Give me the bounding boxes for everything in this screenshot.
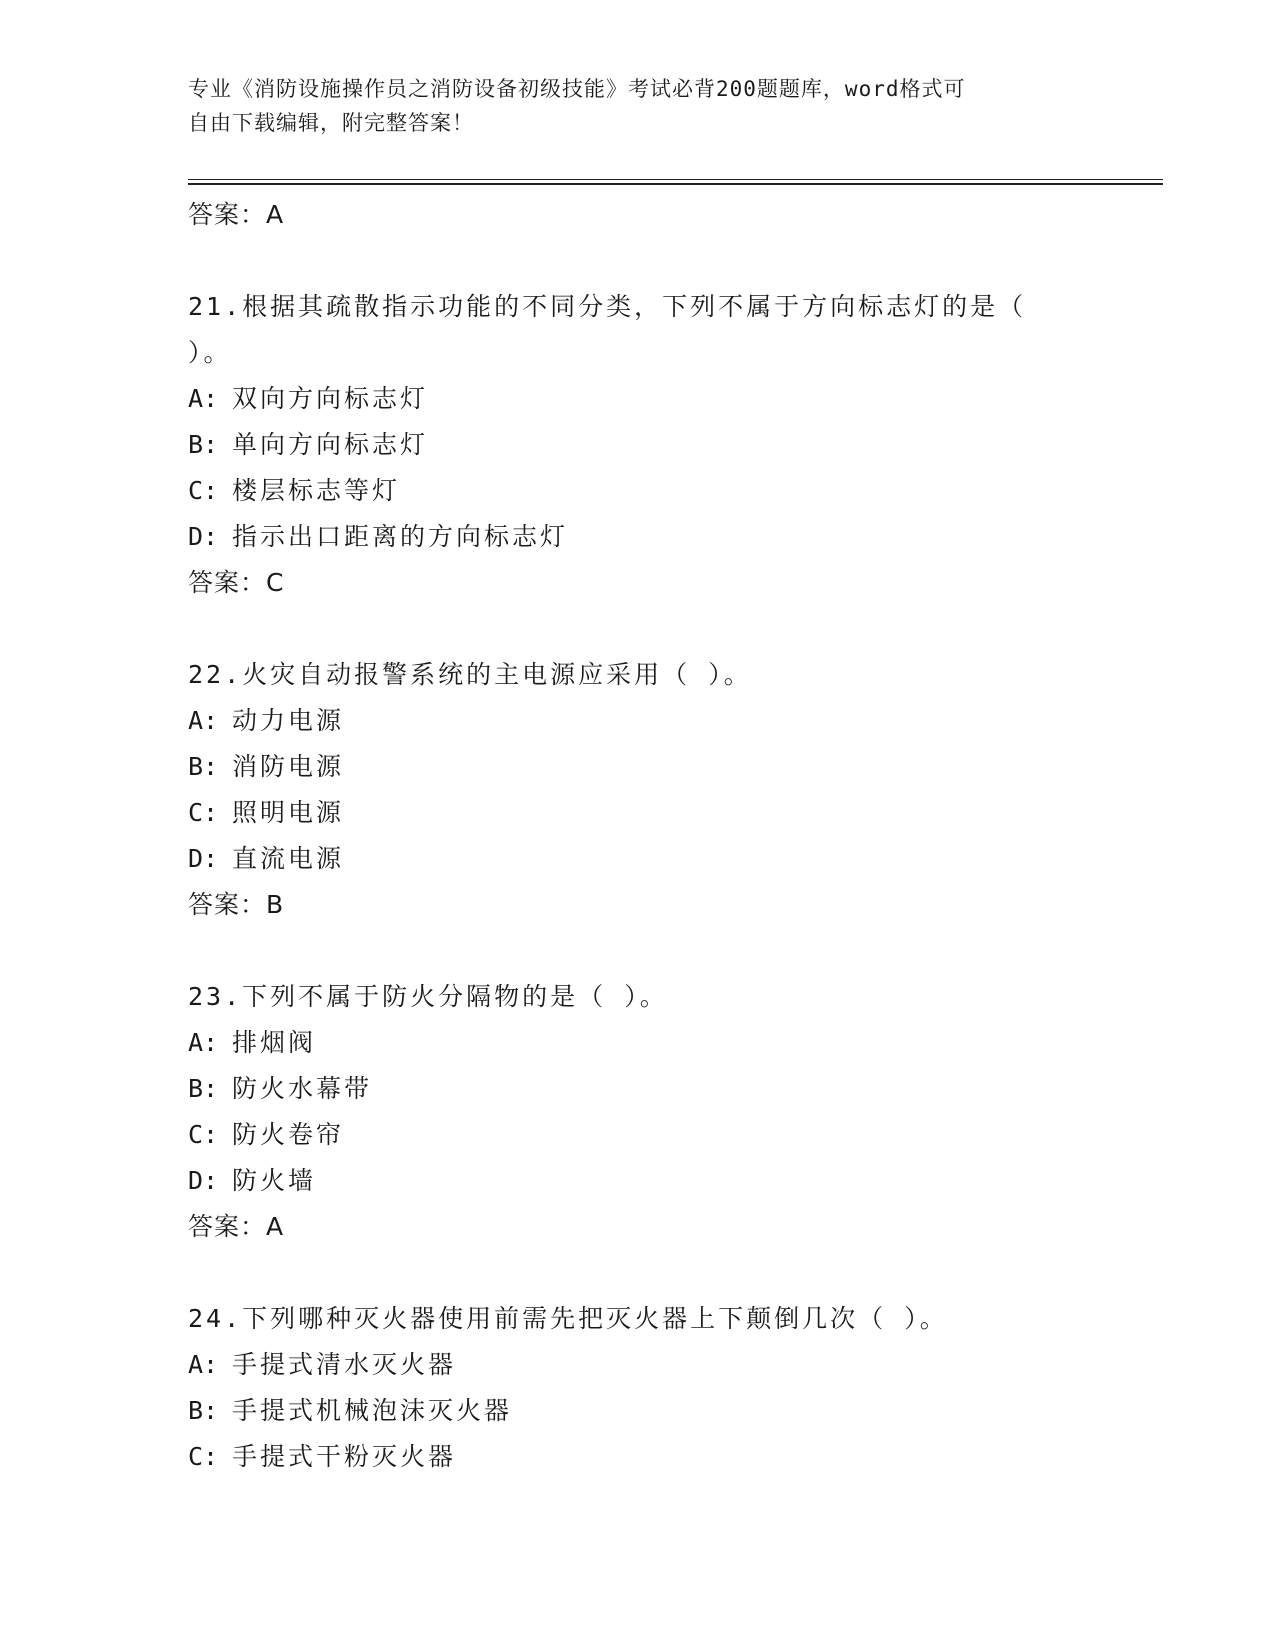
answer-line: 答案：C	[188, 568, 285, 597]
option-text: 防火水幕带	[232, 1074, 373, 1103]
option-d	[188, 1158, 1068, 1204]
header-line-2: 自由下载编辑，附完整答案！	[188, 111, 474, 135]
header-line-1: 专业《消防设施操作员之消防设备初级技能》考试必背200题题库，word格式可	[188, 77, 966, 101]
option-letter: D:	[188, 522, 219, 551]
option-d	[188, 836, 1068, 882]
question-block	[188, 974, 1068, 1250]
option-text: 手提式干粉灭火器	[232, 1442, 457, 1471]
option-letter: C:	[188, 1442, 219, 1471]
option-letter: D:	[188, 844, 219, 873]
option-letter: B:	[188, 1396, 219, 1425]
option-a	[188, 1020, 1068, 1066]
option-letter: B:	[188, 430, 219, 459]
option-text: 动力电源	[232, 706, 345, 735]
option-c	[188, 468, 1068, 514]
option-a	[188, 376, 1068, 422]
option-text: 指示出口距离的方向标志灯	[232, 522, 569, 551]
option-text: 手提式清水灭火器	[232, 1350, 457, 1379]
option-letter: C:	[188, 1120, 219, 1149]
option-letter: A:	[188, 706, 219, 735]
option-c	[188, 790, 1068, 836]
option-letter: C:	[188, 476, 219, 505]
option-letter: A:	[188, 384, 219, 413]
option-text: 手提式机械泡沫灭火器	[232, 1396, 513, 1425]
option-letter: A:	[188, 1028, 219, 1057]
option-text: 防火卷帘	[232, 1120, 345, 1149]
option-d	[188, 514, 1068, 560]
document-header	[188, 72, 1088, 140]
answer-line: 答案：A	[188, 200, 285, 229]
option-c	[188, 1112, 1068, 1158]
option-text: 排烟阀	[232, 1028, 317, 1057]
option-a	[188, 698, 1068, 744]
option-text: 楼层标志等灯	[232, 476, 401, 505]
option-text: 双向方向标志灯	[232, 384, 429, 413]
question-list	[188, 192, 1068, 1480]
option-text: 防火墙	[232, 1166, 317, 1195]
option-letter: B:	[188, 1074, 219, 1103]
question-text: 21.根据其疏散指示功能的不同分类，下列不属于方向标志灯的是（ ）。	[188, 292, 1027, 367]
option-letter: B:	[188, 752, 219, 781]
question-block	[188, 1296, 1068, 1480]
option-text: 照明电源	[232, 798, 345, 827]
question-text: 24.下列哪种灭火器使用前需先把灭火器上下颠倒几次（ ）。	[188, 1304, 948, 1333]
header-divider	[188, 179, 1163, 180]
option-c	[188, 1434, 1068, 1480]
answer-line: 答案：B	[188, 890, 285, 919]
option-letter: D:	[188, 1166, 219, 1195]
option-b	[188, 1388, 1068, 1434]
option-letter: A:	[188, 1350, 219, 1379]
question-text: 23.下列不属于防火分隔物的是（ ）。	[188, 982, 668, 1011]
question-block	[188, 284, 1068, 606]
answer-line: 答案：A	[188, 1212, 285, 1241]
option-text: 直流电源	[232, 844, 345, 873]
option-b	[188, 744, 1068, 790]
option-b	[188, 1066, 1068, 1112]
question-block	[188, 652, 1068, 928]
option-b	[188, 422, 1068, 468]
option-letter: C:	[188, 798, 219, 827]
question-text: 22.火灾自动报警系统的主电源应采用（ ）。	[188, 660, 752, 689]
option-a	[188, 1342, 1068, 1388]
header-divider-thick	[188, 183, 1163, 185]
option-text: 消防电源	[232, 752, 345, 781]
option-text: 单向方向标志灯	[232, 430, 429, 459]
